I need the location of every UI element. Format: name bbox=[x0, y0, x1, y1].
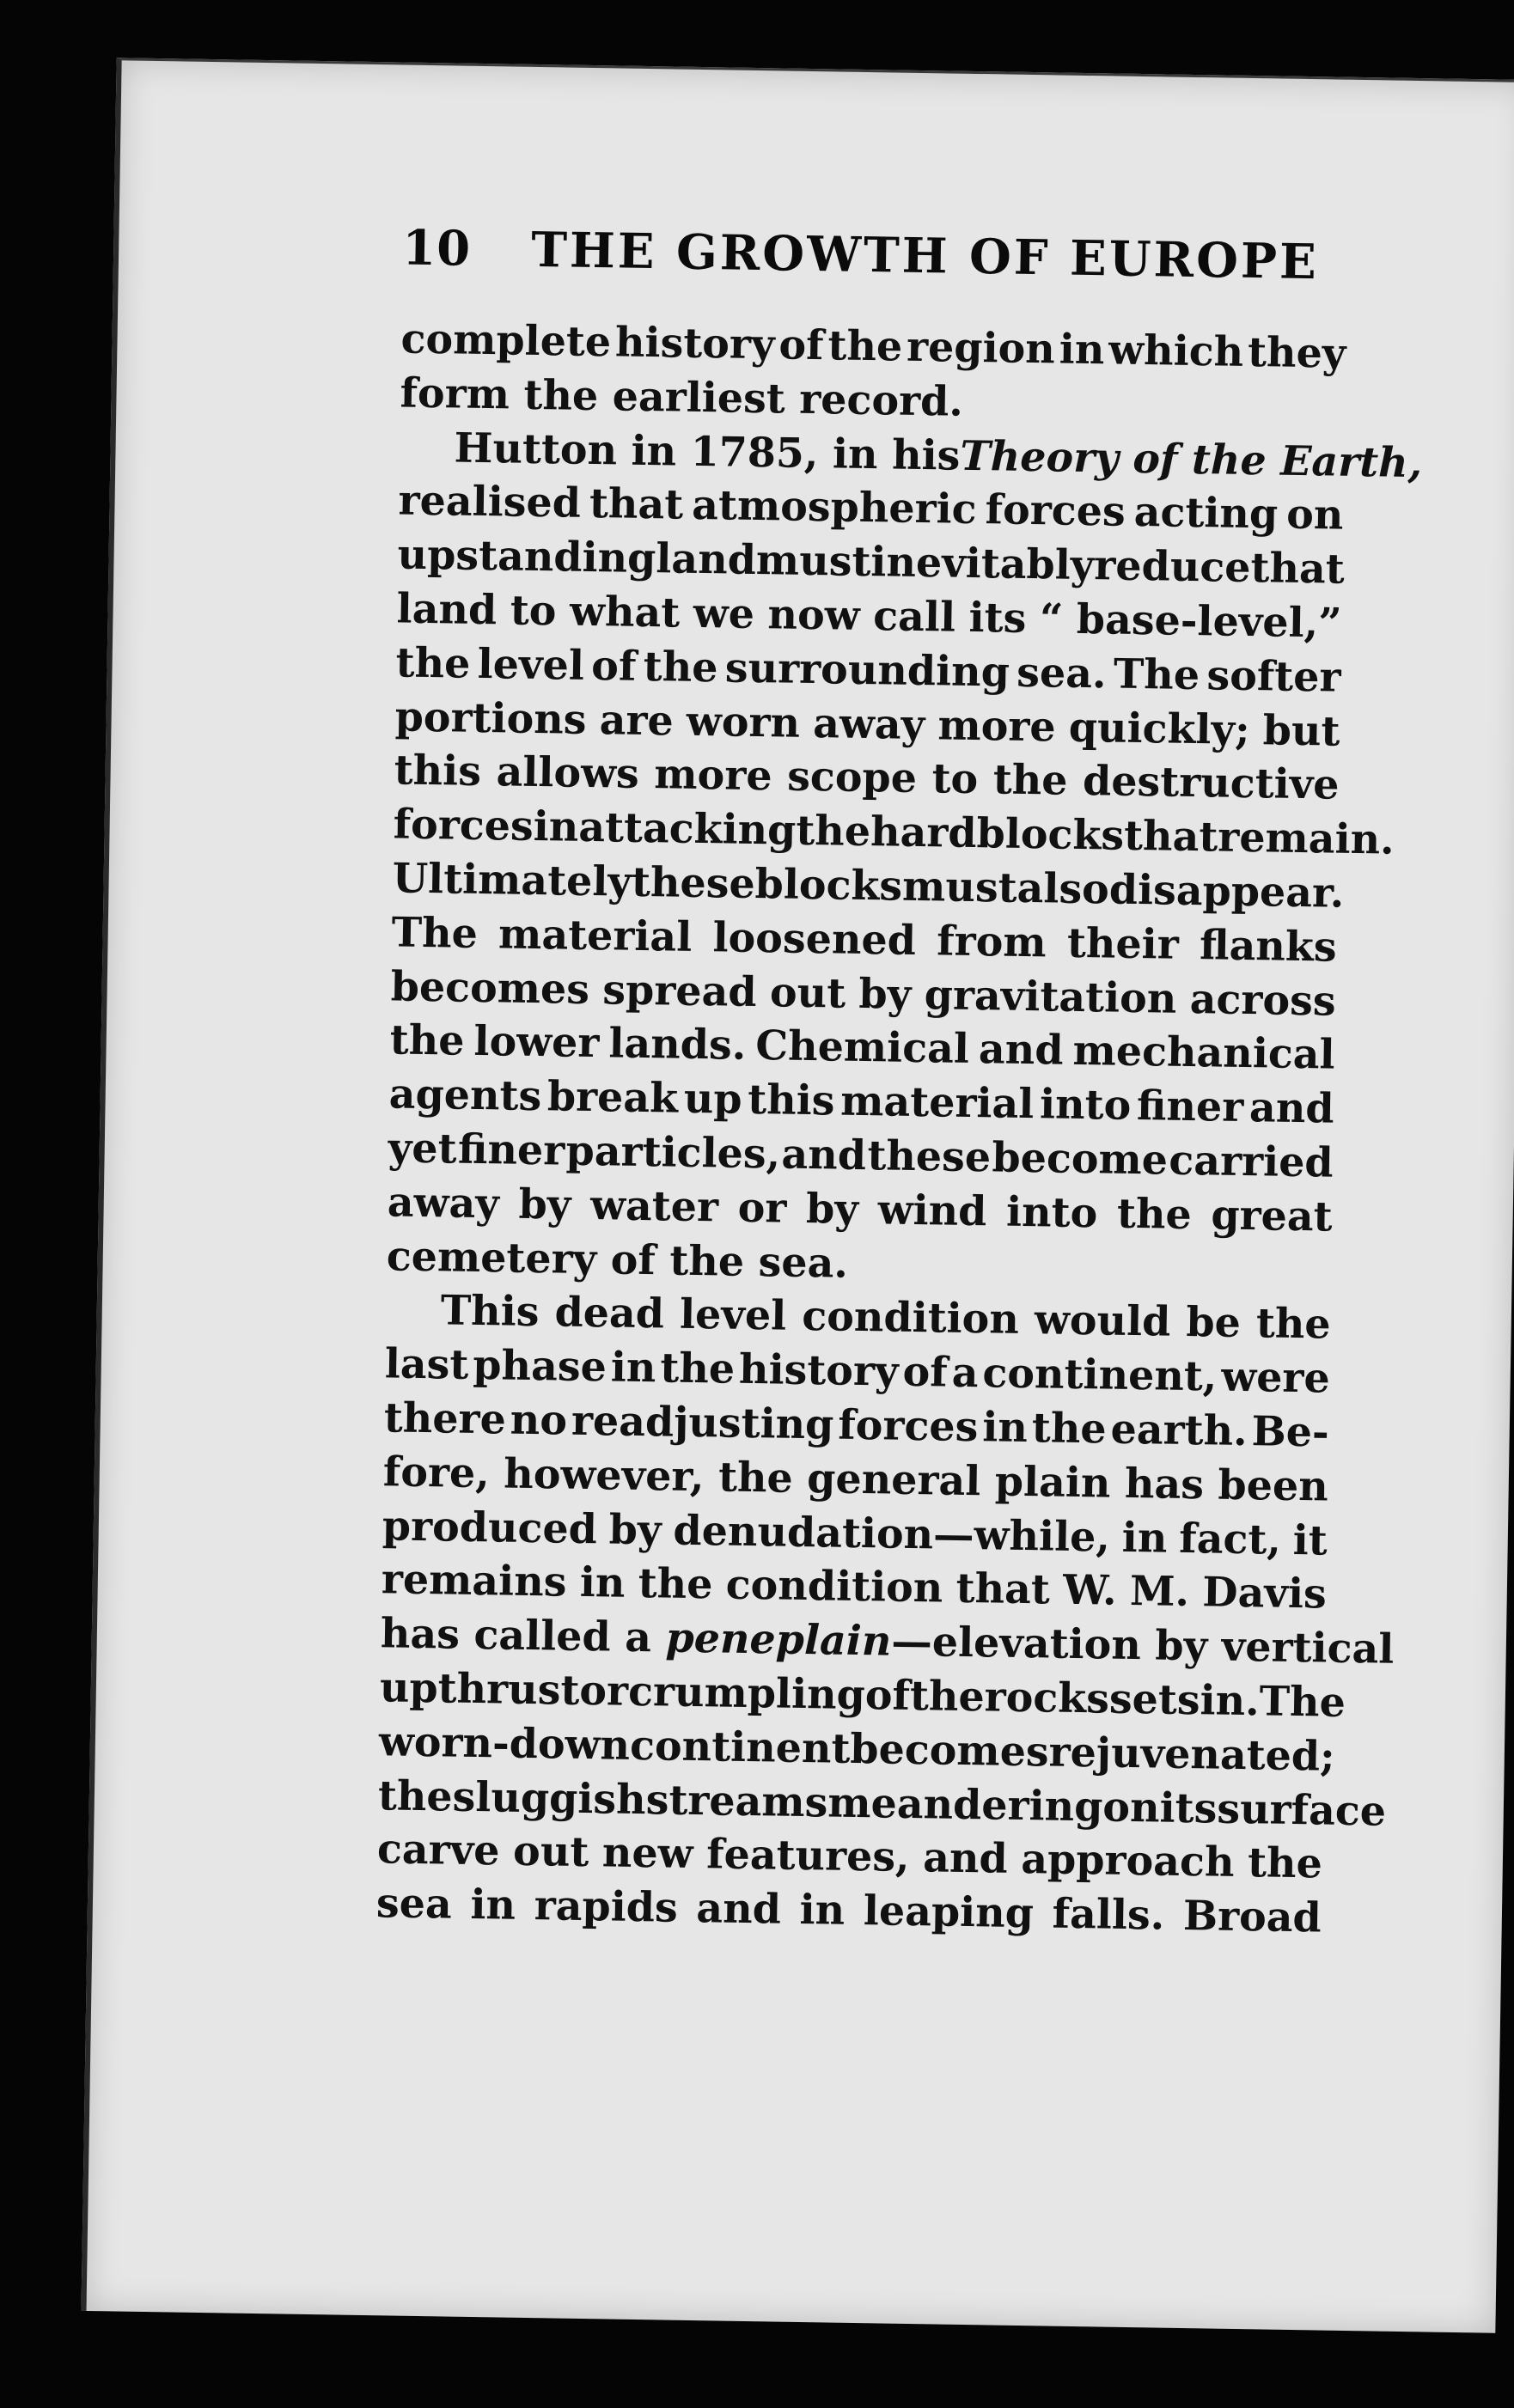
word: to bbox=[931, 754, 979, 804]
text-fragment: —elevation by vertical bbox=[890, 1617, 1395, 1673]
word: inevitably bbox=[870, 538, 1095, 590]
paragraph-3 bbox=[375, 1283, 1395, 1946]
word: loosened bbox=[712, 913, 917, 965]
word: quickly; bbox=[1068, 703, 1251, 754]
running-title: THE GROWTH OF EUROPE bbox=[530, 221, 1320, 291]
peneplain-italic: peneplain bbox=[665, 1613, 892, 1666]
word: particles, bbox=[565, 1126, 781, 1179]
word: that bbox=[589, 479, 684, 530]
word: or bbox=[578, 1666, 629, 1716]
text-line: cemetery of the sea. bbox=[386, 1231, 849, 1288]
word: scope bbox=[786, 752, 918, 803]
word: of bbox=[590, 641, 637, 691]
word: the bbox=[638, 1559, 713, 1609]
word: in bbox=[579, 1558, 626, 1608]
word: into bbox=[1039, 1080, 1132, 1131]
word: level bbox=[679, 1290, 787, 1340]
word: features, bbox=[705, 1830, 911, 1882]
word: forces bbox=[837, 1400, 979, 1452]
word: into bbox=[1005, 1187, 1098, 1238]
word: in bbox=[981, 1403, 1029, 1453]
word: a bbox=[951, 1348, 979, 1398]
word: on bbox=[1285, 491, 1344, 540]
word: call bbox=[872, 592, 956, 642]
word: the bbox=[1247, 1838, 1323, 1888]
word: the bbox=[389, 1015, 465, 1066]
word: readjusting bbox=[571, 1396, 834, 1449]
word: upthrust bbox=[379, 1663, 580, 1715]
word: acting bbox=[1133, 488, 1279, 539]
word: to bbox=[510, 586, 557, 636]
word: the bbox=[909, 1671, 986, 1722]
word: these bbox=[631, 857, 756, 908]
word: flanks bbox=[1199, 920, 1338, 972]
word: more bbox=[937, 700, 1057, 752]
word: more bbox=[653, 750, 773, 801]
word: phase bbox=[472, 1341, 607, 1392]
word: by bbox=[608, 1504, 662, 1554]
word: meandering bbox=[827, 1778, 1103, 1832]
word: continent, bbox=[982, 1349, 1218, 1401]
word: land bbox=[655, 534, 757, 585]
word: the bbox=[1116, 1189, 1193, 1239]
word: of bbox=[778, 320, 825, 370]
word: up bbox=[683, 1074, 742, 1124]
word: now bbox=[767, 590, 861, 640]
word: the bbox=[827, 321, 903, 371]
body-text bbox=[375, 312, 1423, 1945]
word: streams bbox=[645, 1775, 828, 1826]
word: fore, bbox=[382, 1448, 491, 1497]
word: sets bbox=[1108, 1674, 1201, 1725]
word: in bbox=[1121, 1513, 1168, 1563]
word: become bbox=[992, 1133, 1169, 1185]
word: lower bbox=[473, 1017, 600, 1068]
word: from bbox=[936, 917, 1047, 967]
word: its bbox=[1159, 1783, 1218, 1833]
word: by bbox=[518, 1180, 571, 1229]
word: must bbox=[755, 536, 871, 587]
word: forces bbox=[393, 800, 534, 851]
word: history bbox=[614, 318, 776, 369]
word: forces bbox=[985, 485, 1126, 537]
word: the bbox=[377, 1771, 454, 1821]
book-title-italic: Theory of the Earth, bbox=[960, 431, 1423, 487]
word: away bbox=[812, 698, 925, 749]
word: remains bbox=[381, 1555, 567, 1607]
word: worn bbox=[686, 697, 801, 747]
word: are bbox=[599, 695, 675, 746]
running-head bbox=[402, 219, 1348, 302]
word: their bbox=[1066, 918, 1180, 969]
word: fact, bbox=[1178, 1514, 1282, 1564]
word: gravitation bbox=[924, 970, 1177, 1023]
word: the bbox=[395, 638, 471, 688]
word: were bbox=[1220, 1352, 1331, 1403]
word: “ bbox=[1039, 594, 1064, 643]
page-content bbox=[375, 219, 1423, 1945]
word: The bbox=[391, 908, 479, 958]
word: produced bbox=[382, 1501, 598, 1553]
word: finer bbox=[1136, 1082, 1244, 1132]
word: approach bbox=[1020, 1835, 1235, 1887]
text-line: form the earliest record. bbox=[400, 369, 964, 426]
word: portions bbox=[394, 692, 587, 744]
word: rocks bbox=[984, 1673, 1110, 1723]
word: the bbox=[659, 1344, 736, 1393]
word: Davis bbox=[1201, 1568, 1328, 1619]
word: be bbox=[1185, 1298, 1242, 1348]
word: the bbox=[643, 642, 718, 692]
word: they bbox=[1247, 327, 1346, 378]
word: dead bbox=[554, 1288, 665, 1338]
page-number: 10 bbox=[401, 219, 472, 277]
word: sea bbox=[375, 1879, 453, 1929]
word: condition bbox=[725, 1560, 943, 1612]
word: blocks bbox=[754, 859, 903, 911]
word: land bbox=[396, 584, 498, 635]
word: M. bbox=[1129, 1567, 1190, 1617]
text-fragment: has called a bbox=[380, 1609, 652, 1662]
word: that bbox=[955, 1564, 1051, 1614]
word: Be- bbox=[1251, 1407, 1330, 1457]
word: leaping bbox=[863, 1887, 1035, 1938]
word: no bbox=[510, 1395, 568, 1445]
word: yet bbox=[388, 1124, 458, 1174]
word: its bbox=[968, 593, 1027, 643]
word: across bbox=[1189, 974, 1337, 1026]
word: becomes bbox=[390, 961, 590, 1014]
word: been bbox=[1218, 1460, 1329, 1511]
word: this bbox=[747, 1076, 835, 1125]
word: This bbox=[440, 1286, 540, 1337]
word: of bbox=[864, 1671, 911, 1720]
word: complete bbox=[400, 314, 612, 367]
word: the bbox=[1255, 1299, 1332, 1349]
word: destructive bbox=[1082, 757, 1340, 810]
word: water bbox=[589, 1180, 719, 1232]
word: finer bbox=[457, 1125, 565, 1175]
word: these bbox=[867, 1131, 992, 1182]
word: upstanding bbox=[397, 530, 656, 583]
word: Ultimately bbox=[392, 854, 632, 906]
word: hard bbox=[870, 808, 978, 858]
word: surface bbox=[1216, 1784, 1387, 1836]
word: sluggish bbox=[452, 1772, 647, 1824]
paragraph-2 bbox=[386, 420, 1423, 1298]
word: remain. bbox=[1217, 813, 1395, 864]
word: mechanical bbox=[1072, 1027, 1336, 1080]
word: and bbox=[978, 1025, 1064, 1076]
word: and bbox=[781, 1130, 867, 1180]
text-span: Hutton in 1785, in his bbox=[454, 424, 961, 480]
word: break bbox=[546, 1072, 679, 1123]
word: that bbox=[1250, 544, 1346, 594]
word: and bbox=[1248, 1083, 1335, 1133]
word: attacking bbox=[577, 802, 797, 855]
word: we bbox=[693, 588, 755, 638]
word: however, bbox=[503, 1449, 705, 1501]
word: what bbox=[569, 587, 681, 637]
word: last bbox=[384, 1339, 469, 1389]
word: in bbox=[1059, 325, 1105, 375]
word: the bbox=[717, 1453, 794, 1503]
word: level bbox=[477, 639, 585, 690]
word: material bbox=[498, 910, 693, 961]
word: the bbox=[992, 755, 1068, 806]
word: on bbox=[1102, 1783, 1161, 1832]
word: agents bbox=[388, 1070, 542, 1121]
word: but bbox=[1262, 705, 1340, 756]
word: must bbox=[901, 862, 1018, 912]
word: would bbox=[1034, 1295, 1171, 1347]
word: history bbox=[738, 1344, 900, 1396]
word: rejuvenated; bbox=[1048, 1728, 1336, 1781]
word: The bbox=[1259, 1677, 1346, 1727]
word: and bbox=[695, 1884, 782, 1934]
word: by bbox=[858, 969, 912, 1019]
word: or bbox=[737, 1183, 787, 1233]
word: reduce bbox=[1093, 541, 1251, 593]
word: and bbox=[922, 1833, 1009, 1884]
word: of bbox=[902, 1347, 949, 1397]
word: in bbox=[469, 1881, 516, 1929]
word: crumpling bbox=[627, 1667, 866, 1720]
paragraph-1 bbox=[400, 312, 1346, 435]
word: the bbox=[1031, 1404, 1108, 1454]
word: The bbox=[1113, 649, 1200, 699]
word: disappear. bbox=[1108, 865, 1345, 917]
word: sea. bbox=[1016, 648, 1108, 698]
word: new bbox=[601, 1828, 694, 1879]
word: region bbox=[906, 322, 1056, 374]
word: there bbox=[383, 1393, 507, 1444]
word: base-level,” bbox=[1076, 594, 1342, 648]
word: condition bbox=[801, 1292, 1020, 1344]
word: carve bbox=[376, 1825, 500, 1875]
book-page bbox=[82, 58, 1514, 2333]
word: lands. bbox=[608, 1019, 747, 1070]
word: becomes bbox=[849, 1724, 1050, 1777]
word: surrounding bbox=[724, 643, 1010, 697]
word: continent bbox=[629, 1721, 851, 1773]
word: by bbox=[805, 1184, 859, 1234]
word: out bbox=[512, 1827, 589, 1877]
word: it bbox=[1292, 1515, 1328, 1565]
word: carried bbox=[1168, 1136, 1334, 1187]
word: has bbox=[1124, 1459, 1205, 1509]
word: in bbox=[610, 1343, 656, 1393]
word: realised bbox=[398, 476, 582, 528]
word: allows bbox=[496, 747, 640, 799]
word: great bbox=[1211, 1191, 1334, 1241]
word: that bbox=[1123, 811, 1218, 862]
word: the bbox=[795, 806, 871, 857]
word: softer bbox=[1206, 651, 1341, 702]
word: blocks bbox=[976, 809, 1125, 860]
word: wind bbox=[877, 1186, 987, 1236]
word: away bbox=[387, 1178, 500, 1228]
word: in. bbox=[1200, 1676, 1261, 1726]
word: worn-down bbox=[378, 1716, 631, 1770]
word: this bbox=[394, 746, 482, 796]
word: which bbox=[1108, 326, 1244, 376]
word: spread bbox=[601, 965, 758, 1016]
word: Broad bbox=[1182, 1892, 1322, 1942]
word: general bbox=[806, 1454, 981, 1505]
word: falls. bbox=[1052, 1889, 1165, 1940]
word: in bbox=[533, 802, 579, 851]
word: Chemical bbox=[754, 1021, 970, 1074]
word: atmospheric bbox=[691, 481, 978, 534]
word: in bbox=[799, 1886, 846, 1935]
word: rapids bbox=[534, 1881, 679, 1932]
word: denudation—while, bbox=[673, 1506, 1111, 1562]
word: earth. bbox=[1110, 1405, 1248, 1456]
word: W. bbox=[1062, 1566, 1118, 1616]
word: plain bbox=[994, 1457, 1111, 1508]
word: out bbox=[769, 967, 846, 1018]
word: also bbox=[1016, 863, 1110, 914]
word: material bbox=[839, 1076, 1035, 1129]
